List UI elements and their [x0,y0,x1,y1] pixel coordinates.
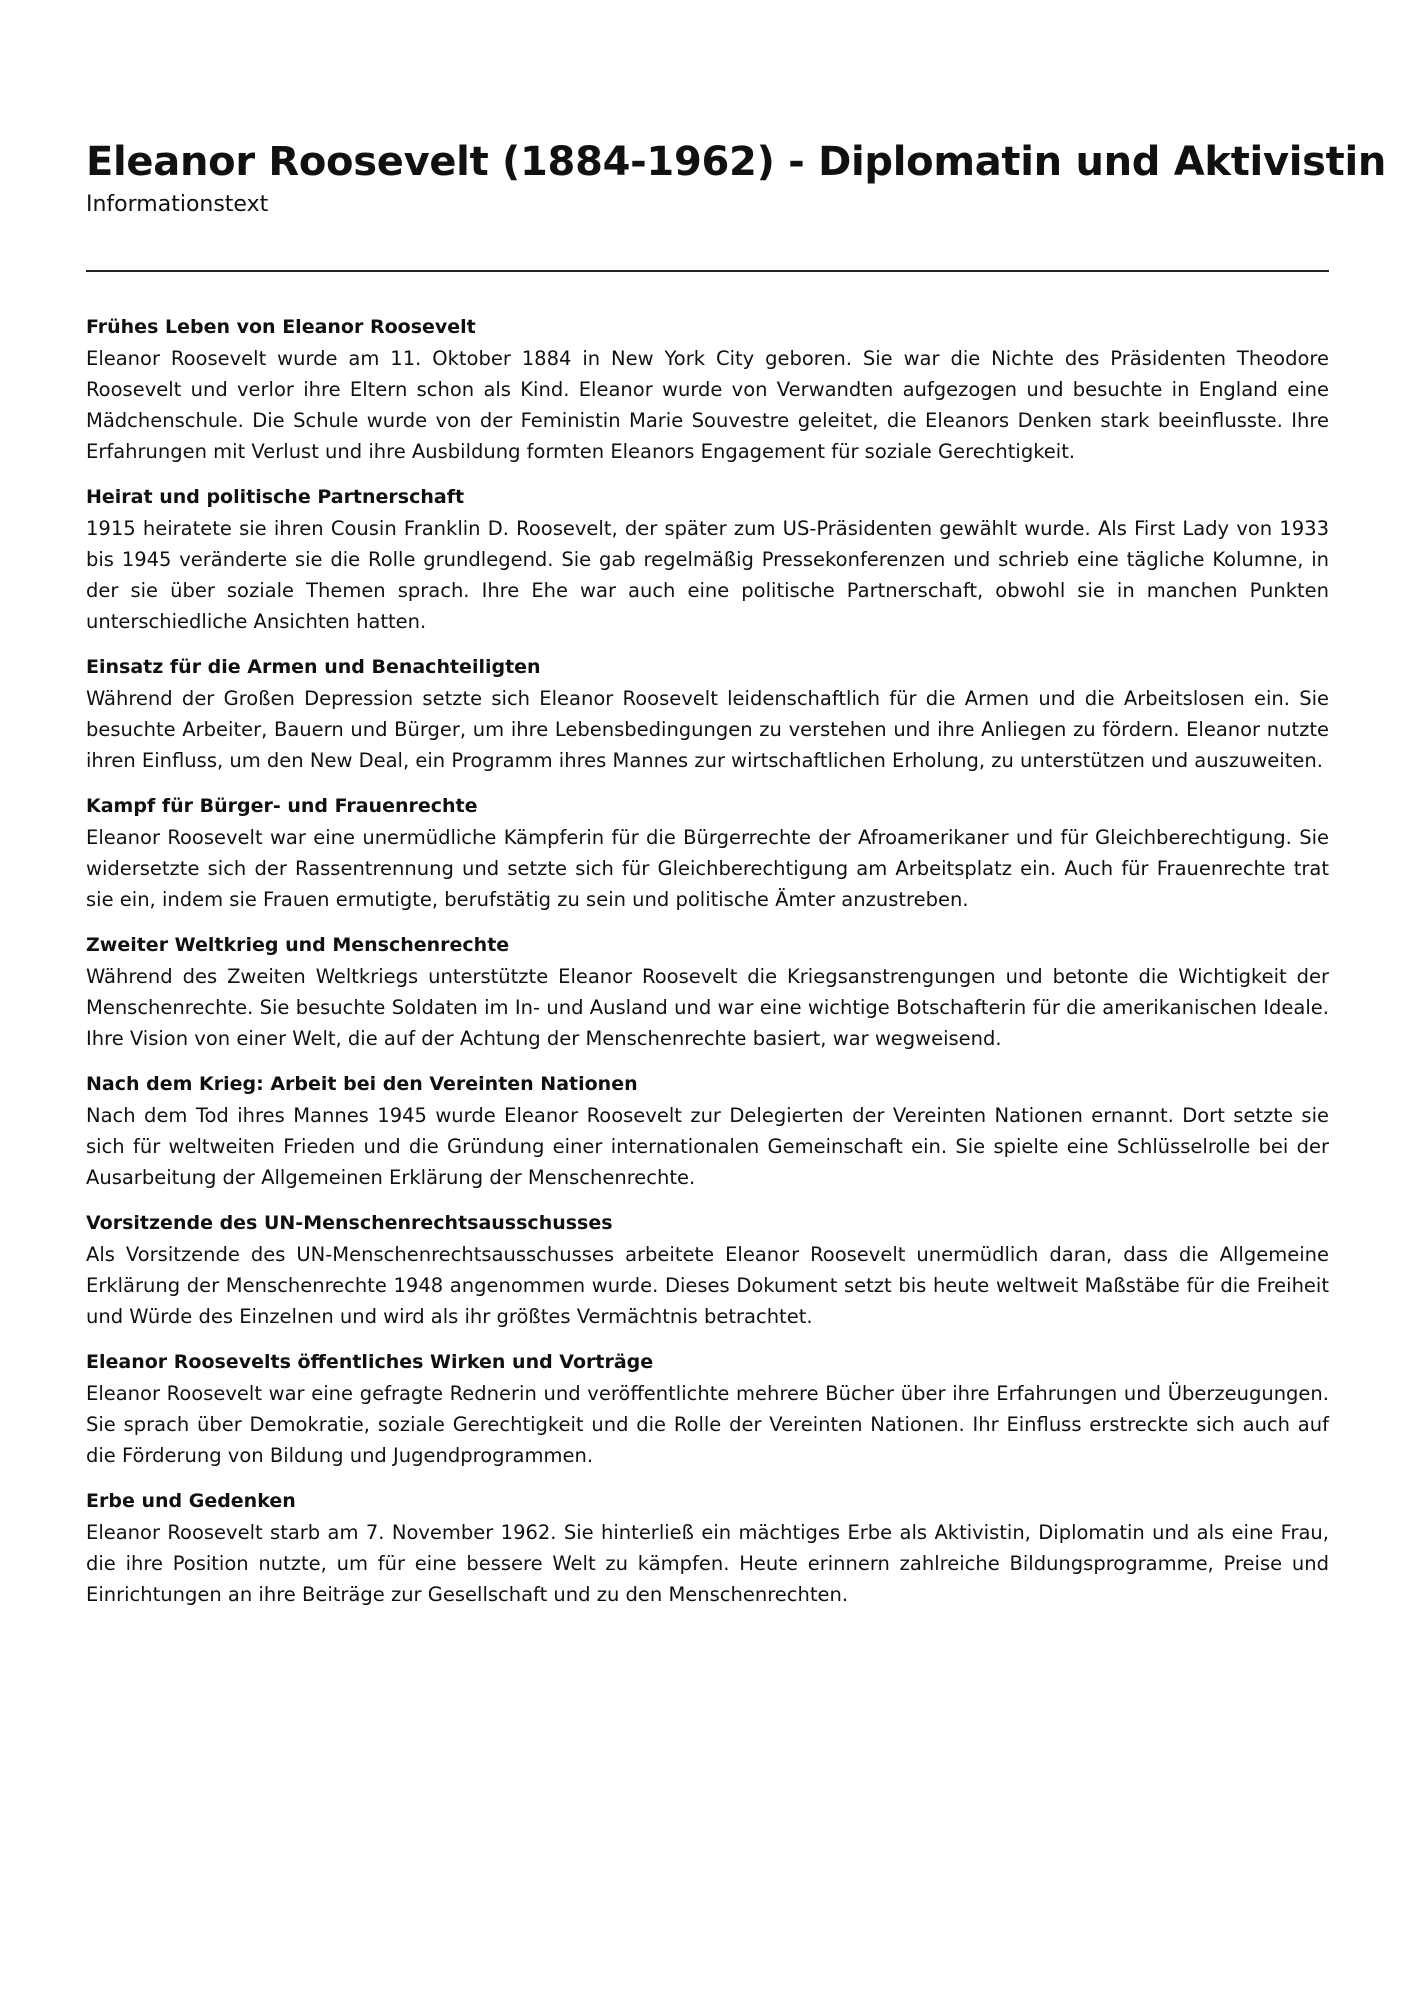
title-divider [86,270,1329,272]
section-body: Eleanor Roosevelt war eine gefragte Rednerin und veröffentlichte mehrere Bücher über ihre Erfahrungen und Überzeugungen. Sie sprach über Demokratie, soziale Gerechtigkeit und die Rolle der Vereinten Nationen. Ihr Einfluss erstreckte sich auch auf die Förderung von Bildung und Jugendprogrammen. [86,1382,1329,1467]
section-legacy [86,1486,1329,1610]
section-body: Während des Zweiten Weltkriegs unterstützte Eleanor Roosevelt die Kriegsanstrengungen und betonte die Wichtigkeit der Menschenrechte. Sie besuchte Soldaten im In- und Ausland und war eine wichtige Botschafterin für die amerikanischen Ideale. Ihre Vision von einer Welt, die auf der Achtung der Menschenrechte basiert, war wegweisend. [86,965,1329,1050]
section-heading: Erbe und Gedenken [86,1490,296,1512]
section-early-life [86,312,1329,467]
section-public-work [86,1347,1329,1471]
page-subtitle: Informationstext [86,192,269,217]
section-body: Nach dem Tod ihres Mannes 1945 wurde Eleanor Roosevelt zur Delegierten der Vereinten Nationen ernannt. Dort setzte sie sich für weltweiten Frieden und die Gründung einer internationalen Gemeinschaft ein. Sie spielte eine Schlüsselrolle bei der Ausarbeitung der Allgemeinen Erklärung der Menschenrechte. [86,1104,1329,1189]
section-heading: Frühes Leben von Eleanor Roosevelt [86,316,476,338]
section-human-rights-committee [86,1208,1329,1332]
section-body: Als Vorsitzende des UN-Menschenrechtsausschusses arbeitete Eleanor Roosevelt unermüdlich daran, dass die Allgemeine Erklärung der Menschenrechte 1948 angenommen wurde. Dieses Dokument setzt bis heute weltweit Maßstäbe für die Freiheit und Würde des Einzelnen und wird als ihr größtes Vermächtnis betrachtet. [86,1243,1329,1328]
section-poor [86,652,1329,776]
section-body: Eleanor Roosevelt war eine unermüdliche Kämpferin für die Bürgerrechte der Afroamerikaner und für Gleichberechtigung. Sie widersetzte sich der Rassentrennung und setzte sich für Gleichberechtigung am Arbeitsplatz ein. Auch für Frauenrechte trat sie ein, indem sie Frauen ermutigte, berufstätig zu sein und politische Ämter anzustreben. [86,826,1329,911]
section-body: Eleanor Roosevelt starb am 7. November 1962. Sie hinterließ ein mächtiges Erbe als Aktivistin, Diplomatin und als eine Frau, die ihre Position nutzte, um für eine bessere Welt zu kämpfen. Heute erinnern zahlreiche Bildungsprogramme, Preise und Einrichtungen an ihre Beiträge zur Gesellschaft und zu den Menschenrechten. [86,1521,1329,1606]
section-heading: Zweiter Weltkrieg und Menschenrechte [86,934,510,956]
section-heading: Kampf für Bürger- und Frauenrechte [86,795,478,817]
section-body: Während der Großen Depression setzte sich Eleanor Roosevelt leidenschaftlich für die Armen und die Arbeitslosen ein. Sie besuchte Arbeiter, Bauern und Bürger, um ihre Lebensbedingungen zu verstehen und ihre Anliegen zu fördern. Eleanor nutzte ihren Einfluss, um den New Deal, ein Programm ihres Mannes zur wirtschaftlichen Erholung, zu unterstützen und auszuweiten. [86,687,1329,772]
section-body: Eleanor Roosevelt wurde am 11. Oktober 1884 in New York City geboren. Sie war die Nichte des Präsidenten Theodore Roosevelt und verlor ihre Eltern schon als Kind. Eleanor wurde von Verwandten aufgezogen und besuchte in England eine Mädchenschule. Die Schule wurde von der Feministin Marie Souvestre geleitet, die Eleanors Denken stark beeinflusste. Ihre Erfahrungen mit Verlust und ihre Ausbildung formten Eleanors Engagement für soziale Gerechtigkeit. [86,347,1329,463]
section-heading: Einsatz für die Armen und Benachteiligten [86,656,541,678]
section-marriage [86,482,1329,637]
section-civil-rights [86,791,1329,915]
section-heading: Nach dem Krieg: Arbeit bei den Vereinten Nationen [86,1073,638,1095]
section-heading: Heirat und politische Partnerschaft [86,486,465,508]
section-heading: Eleanor Roosevelts öffentliches Wirken und Vorträge [86,1351,654,1373]
section-world-war [86,930,1329,1054]
section-united-nations [86,1069,1329,1193]
page-title: Eleanor Roosevelt (1884-1962) - Diplomatin und Aktivistin [86,139,1387,185]
section-heading: Vorsitzende des UN-Menschenrechtsausschusses [86,1212,613,1234]
sections-container [86,312,1329,1625]
section-body: 1915 heiratete sie ihren Cousin Franklin D. Roosevelt, der später zum US-Präsidenten gewählt wurde. Als First Lady von 1933 bis 1945 veränderte sie die Rolle grundlegend. Sie gab regelmäßig Pressekonferenzen und schrieb eine tägliche Kolumne, in der sie über soziale Themen sprach. Ihre Ehe war auch eine politische Partnerschaft, obwohl sie in manchen Punkten unterschiedliche Ansichten hatten. [86,517,1329,633]
